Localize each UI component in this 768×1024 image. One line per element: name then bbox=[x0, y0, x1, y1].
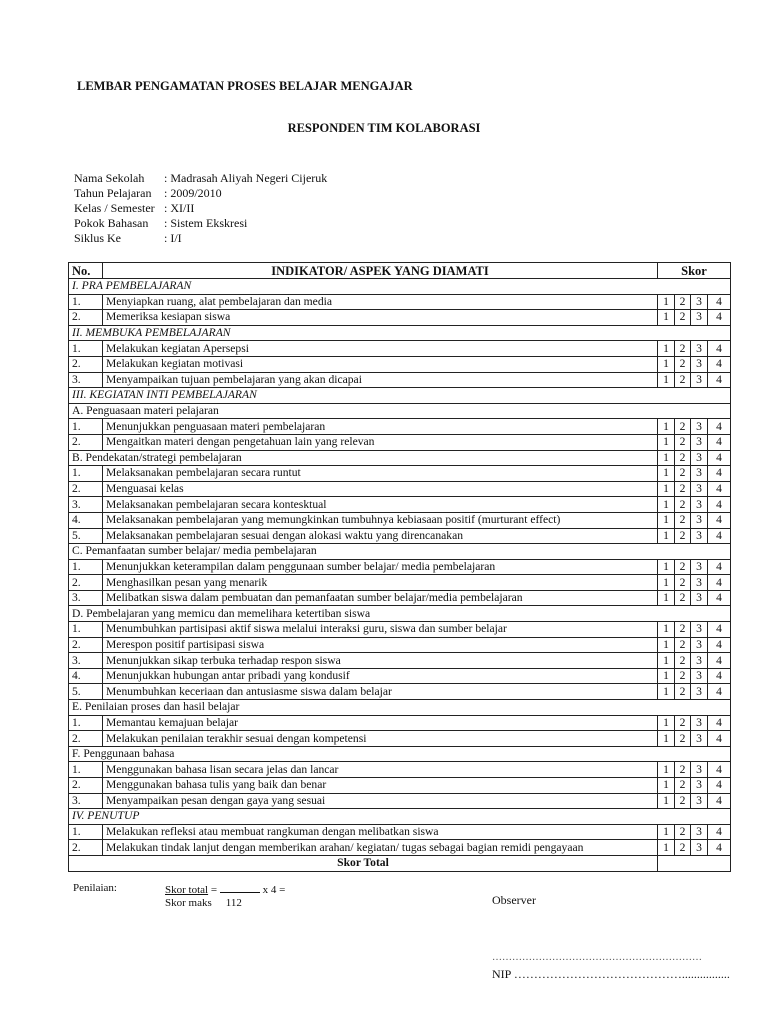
score-option-3[interactable]: 3 bbox=[691, 434, 708, 450]
item-number: 5. bbox=[69, 528, 103, 544]
score-option-2[interactable]: 2 bbox=[675, 622, 691, 638]
header-no: No. bbox=[69, 263, 103, 279]
item-number: 2. bbox=[69, 731, 103, 747]
item-number: 1. bbox=[69, 294, 103, 310]
section-title: III. KEGIATAN INTI PEMBELAJARAN bbox=[69, 388, 731, 404]
item-number: 1. bbox=[69, 466, 103, 482]
item-number: 1. bbox=[69, 559, 103, 575]
score-option-2[interactable]: 2 bbox=[675, 575, 691, 591]
score-option-1[interactable]: 1 bbox=[658, 497, 675, 513]
score-option-3[interactable]: 3 bbox=[691, 778, 708, 794]
table-row bbox=[69, 622, 731, 638]
item-indicator: Menumbuhkan keceriaan dan antusiasme siswa dalam belajar bbox=[103, 684, 658, 700]
score-option-2[interactable]: 2 bbox=[675, 762, 691, 778]
subsection-row bbox=[69, 700, 731, 716]
table-row bbox=[69, 419, 731, 435]
score-option-2[interactable]: 2 bbox=[675, 497, 691, 513]
score-option-4[interactable]: 4 bbox=[708, 840, 731, 856]
score-option-4[interactable]: 4 bbox=[708, 653, 731, 669]
score-option-2[interactable]: 2 bbox=[675, 356, 691, 372]
item-indicator: Melibatkan siswa dalam pembuatan dan pemanfaatan sumber belajar/media pembelajaran bbox=[103, 590, 658, 606]
score-option-4[interactable]: 4 bbox=[708, 559, 731, 575]
score-option-2[interactable]: 2 bbox=[675, 793, 691, 809]
score-option-4[interactable]: 4 bbox=[708, 622, 731, 638]
score-option-3[interactable]: 3 bbox=[691, 684, 708, 700]
assessment-label: Penilaian: bbox=[73, 882, 117, 894]
item-indicator: Melakukan kegiatan Apersepsi bbox=[103, 341, 658, 357]
item-indicator: Menunjukkan sikap terbuka terhadap respon siswa bbox=[103, 653, 658, 669]
score-option-4[interactable]: 4 bbox=[708, 356, 731, 372]
score-option-4[interactable]: 4 bbox=[708, 668, 731, 684]
score-option-2[interactable]: 2 bbox=[675, 840, 691, 856]
total-score-cell[interactable] bbox=[658, 855, 731, 871]
table-row bbox=[69, 294, 731, 310]
score-option-1[interactable]: 1 bbox=[658, 840, 675, 856]
nip-field[interactable]: NIP ……………………………………................ bbox=[492, 967, 730, 981]
document-subtitle: RESPONDEN TIM KOLABORASI bbox=[287, 121, 481, 135]
score-option-3[interactable]: 3 bbox=[691, 341, 708, 357]
item-indicator: Menyiapkan ruang, alat pembelajaran dan media bbox=[103, 294, 658, 310]
score-option-2[interactable]: 2 bbox=[675, 653, 691, 669]
item-number: 4. bbox=[69, 512, 103, 528]
info-year bbox=[74, 186, 222, 201]
item-indicator: Menyampaikan tujuan pembelajaran yang akan dicapai bbox=[103, 372, 658, 388]
subsection-row bbox=[69, 606, 731, 622]
item-number: 3. bbox=[69, 793, 103, 809]
item-number: 2. bbox=[69, 778, 103, 794]
score-option-2[interactable]: 2 bbox=[675, 778, 691, 794]
subsection-title: E. Penilaian proses dan hasil belajar bbox=[69, 700, 731, 716]
table-row bbox=[69, 310, 731, 326]
score-option-3[interactable]: 3 bbox=[691, 497, 708, 513]
item-indicator: Melaksanakan pembelajaran secara kontesktual bbox=[103, 497, 658, 513]
info-label: Kelas / Semester bbox=[74, 201, 155, 215]
score-option-1[interactable]: 1 bbox=[658, 684, 675, 700]
score-option-4[interactable]: 4 bbox=[708, 450, 731, 466]
score-option-4[interactable]: 4 bbox=[708, 637, 731, 653]
subsection-title: D. Pembelajaran yang memicu dan memelihara ketertiban siswa bbox=[69, 606, 731, 622]
score-option-3[interactable]: 3 bbox=[691, 559, 708, 575]
table-row bbox=[69, 778, 731, 794]
score-option-4[interactable]: 4 bbox=[708, 466, 731, 482]
score-option-1[interactable]: 1 bbox=[658, 653, 675, 669]
info-topic bbox=[74, 216, 247, 231]
score-option-1[interactable]: 1 bbox=[658, 778, 675, 794]
item-number: 1. bbox=[69, 715, 103, 731]
subsection-title: F. Penggunaan bahasa bbox=[69, 746, 731, 762]
score-option-1[interactable]: 1 bbox=[658, 590, 675, 606]
item-number: 3. bbox=[69, 497, 103, 513]
section-title: IV. PENUTUP bbox=[69, 809, 731, 825]
score-option-3[interactable]: 3 bbox=[691, 512, 708, 528]
score-option-2[interactable]: 2 bbox=[675, 590, 691, 606]
total-row bbox=[69, 855, 731, 871]
score-option-2[interactable]: 2 bbox=[675, 310, 691, 326]
item-indicator: Menumbuhkan partisipasi aktif siswa melalui interaksi guru, siswa dan sumber belajar bbox=[103, 622, 658, 638]
score-option-4[interactable]: 4 bbox=[708, 793, 731, 809]
item-number: 4. bbox=[69, 668, 103, 684]
section-row bbox=[69, 388, 731, 404]
score-option-3[interactable]: 3 bbox=[691, 575, 708, 591]
table-row bbox=[69, 559, 731, 575]
header-score: Skor bbox=[658, 263, 731, 279]
score-option-2[interactable]: 2 bbox=[675, 668, 691, 684]
item-indicator: Mengaitkan materi dengan pengetahuan lain yang relevan bbox=[103, 434, 658, 450]
info-value: : I/I bbox=[164, 231, 182, 245]
formula-blank[interactable] bbox=[220, 882, 260, 893]
score-option-2[interactable]: 2 bbox=[675, 372, 691, 388]
subsection-title: A. Penguasaan materi pelajaran bbox=[69, 403, 731, 419]
score-option-1[interactable]: 1 bbox=[658, 466, 675, 482]
score-option-3[interactable]: 3 bbox=[691, 450, 708, 466]
table-row bbox=[69, 793, 731, 809]
item-number: 1. bbox=[69, 419, 103, 435]
score-option-1[interactable]: 1 bbox=[658, 450, 675, 466]
score-option-3[interactable]: 3 bbox=[691, 622, 708, 638]
score-option-1[interactable]: 1 bbox=[658, 668, 675, 684]
table-row bbox=[69, 372, 731, 388]
document-title: LEMBAR PENGAMATAN PROSES BELAJAR MENGAJAR bbox=[77, 79, 413, 93]
info-label: Siklus Ke bbox=[74, 231, 122, 245]
score-option-1[interactable]: 1 bbox=[658, 559, 675, 575]
item-indicator: Menunjukkan penguasaan materi pembelajaran bbox=[103, 419, 658, 435]
table-row bbox=[69, 466, 731, 482]
table-row bbox=[69, 824, 731, 840]
observer-label: Observer bbox=[492, 893, 536, 907]
item-indicator: Melaksanakan pembelajaran sesuai dengan alokasi waktu yang direncanakan bbox=[103, 528, 658, 544]
item-indicator: Melakukan refleksi atau membuat rangkuman dengan melibatkan siswa bbox=[103, 824, 658, 840]
score-option-3[interactable]: 3 bbox=[691, 310, 708, 326]
score-option-4[interactable]: 4 bbox=[708, 310, 731, 326]
item-indicator: Menyampaikan pesan dengan gaya yang sesuai bbox=[103, 793, 658, 809]
score-option-2[interactable]: 2 bbox=[675, 528, 691, 544]
score-option-2[interactable]: 2 bbox=[675, 715, 691, 731]
table-row bbox=[69, 715, 731, 731]
formula-equals: = bbox=[208, 884, 220, 896]
item-number: 2. bbox=[69, 840, 103, 856]
score-option-3[interactable]: 3 bbox=[691, 528, 708, 544]
score-option-1[interactable]: 1 bbox=[658, 481, 675, 497]
table-header-row bbox=[69, 263, 731, 279]
section-row bbox=[69, 809, 731, 825]
formula-numerator: Skor total bbox=[165, 884, 209, 896]
item-number: 1. bbox=[69, 341, 103, 357]
score-option-4[interactable]: 4 bbox=[708, 372, 731, 388]
info-class bbox=[74, 201, 194, 216]
score-option-4[interactable]: 4 bbox=[708, 528, 731, 544]
item-indicator: Menunjukkan hubungan antar pribadi yang kondusif bbox=[103, 668, 658, 684]
score-option-1[interactable]: 1 bbox=[658, 731, 675, 747]
item-indicator: Memeriksa kesiapan siswa bbox=[103, 310, 658, 326]
formula-denominator: Skor maks bbox=[165, 897, 212, 909]
score-option-1[interactable]: 1 bbox=[658, 356, 675, 372]
item-indicator: Menguasai kelas bbox=[103, 481, 658, 497]
item-number: 3. bbox=[69, 372, 103, 388]
item-number: 1. bbox=[69, 824, 103, 840]
score-option-3[interactable]: 3 bbox=[691, 590, 708, 606]
info-value: : Madrasah Aliyah Negeri Cijeruk bbox=[164, 171, 328, 185]
score-option-3[interactable]: 3 bbox=[691, 668, 708, 684]
item-indicator: Melakukan kegiatan motivasi bbox=[103, 356, 658, 372]
item-indicator: Menghasilkan pesan yang menarik bbox=[103, 575, 658, 591]
score-option-3[interactable]: 3 bbox=[691, 466, 708, 482]
score-option-3[interactable]: 3 bbox=[691, 637, 708, 653]
info-cycle bbox=[74, 231, 182, 246]
score-option-1[interactable]: 1 bbox=[658, 637, 675, 653]
score-option-4[interactable]: 4 bbox=[708, 731, 731, 747]
table-row bbox=[69, 653, 731, 669]
score-option-2[interactable]: 2 bbox=[675, 684, 691, 700]
score-option-1[interactable]: 1 bbox=[658, 528, 675, 544]
item-indicator: Menggunakan bahasa lisan secara jelas dan lancar bbox=[103, 762, 658, 778]
item-number: 3. bbox=[69, 653, 103, 669]
table-row bbox=[69, 590, 731, 606]
info-value: : XI/II bbox=[164, 201, 195, 215]
info-label: Nama Sekolah bbox=[74, 171, 145, 185]
table-row bbox=[69, 341, 731, 357]
table-row bbox=[69, 481, 731, 497]
score-option-3[interactable]: 3 bbox=[691, 840, 708, 856]
table-row bbox=[69, 668, 731, 684]
table-row bbox=[69, 512, 731, 528]
table-row bbox=[69, 731, 731, 747]
item-number: 1. bbox=[69, 762, 103, 778]
formula-max-score: 112 bbox=[225, 897, 242, 909]
table-row bbox=[69, 637, 731, 653]
total-label: Skor Total bbox=[69, 855, 658, 871]
score-option-4[interactable]: 4 bbox=[708, 575, 731, 591]
score-option-3[interactable]: 3 bbox=[691, 653, 708, 669]
score-option-4[interactable]: 4 bbox=[708, 512, 731, 528]
score-option-4[interactable]: 4 bbox=[708, 341, 731, 357]
score-option-1[interactable]: 1 bbox=[658, 294, 675, 310]
section-row bbox=[69, 325, 731, 341]
subsection-row bbox=[69, 746, 731, 762]
item-number: 2. bbox=[69, 356, 103, 372]
observation-table bbox=[68, 262, 731, 872]
item-indicator: Melaksanakan pembelajaran secara runtut bbox=[103, 466, 658, 482]
table-row bbox=[69, 356, 731, 372]
score-option-4[interactable]: 4 bbox=[708, 590, 731, 606]
info-value: : 2009/2010 bbox=[164, 186, 222, 200]
signature-line[interactable]: ……………………………………………………… bbox=[492, 952, 702, 963]
score-option-1[interactable]: 1 bbox=[658, 512, 675, 528]
item-indicator: Melakukan penilaian terakhir sesuai dengan kompetensi bbox=[103, 731, 658, 747]
score-option-4[interactable]: 4 bbox=[708, 434, 731, 450]
table-row bbox=[69, 840, 731, 856]
score-option-3[interactable]: 3 bbox=[691, 294, 708, 310]
score-option-2[interactable]: 2 bbox=[675, 824, 691, 840]
score-formula bbox=[165, 882, 285, 910]
score-option-2[interactable]: 2 bbox=[675, 450, 691, 466]
subsection-row bbox=[69, 403, 731, 419]
score-option-3[interactable]: 3 bbox=[691, 372, 708, 388]
score-option-2[interactable]: 2 bbox=[675, 637, 691, 653]
score-option-1[interactable]: 1 bbox=[658, 824, 675, 840]
subsection-row bbox=[69, 450, 731, 466]
subsection-title: C. Pemanfaatan sumber belajar/ media pembelajaran bbox=[69, 544, 731, 560]
table-body bbox=[69, 279, 731, 872]
table-row bbox=[69, 497, 731, 513]
score-option-3[interactable]: 3 bbox=[691, 824, 708, 840]
score-option-3[interactable]: 3 bbox=[691, 762, 708, 778]
score-option-2[interactable]: 2 bbox=[675, 481, 691, 497]
score-option-3[interactable]: 3 bbox=[691, 793, 708, 809]
table-row bbox=[69, 762, 731, 778]
item-number: 5. bbox=[69, 684, 103, 700]
score-option-4[interactable]: 4 bbox=[708, 294, 731, 310]
item-indicator: Menggunakan bahasa tulis yang baik dan benar bbox=[103, 778, 658, 794]
score-option-4[interactable]: 4 bbox=[708, 481, 731, 497]
item-indicator: Memantau kemajuan belajar bbox=[103, 715, 658, 731]
section-title: II. MEMBUKA PEMBELAJARAN bbox=[69, 325, 731, 341]
score-option-2[interactable]: 2 bbox=[675, 512, 691, 528]
info-label: Tahun Pelajaran bbox=[74, 186, 152, 200]
info-value: : Sistem Ekskresi bbox=[164, 216, 248, 230]
item-number: 2. bbox=[69, 637, 103, 653]
item-indicator: Melaksanakan pembelajaran yang memungkinkan tumbuhnya kebiasaan positif (murturant effect) bbox=[103, 512, 658, 528]
section-title: I. PRA PEMBELAJARAN bbox=[69, 279, 731, 295]
score-option-2[interactable]: 2 bbox=[675, 434, 691, 450]
score-option-4[interactable]: 4 bbox=[708, 419, 731, 435]
score-option-3[interactable]: 3 bbox=[691, 356, 708, 372]
score-option-3[interactable]: 3 bbox=[691, 481, 708, 497]
score-option-1[interactable]: 1 bbox=[658, 762, 675, 778]
subsection-row bbox=[69, 544, 731, 560]
score-option-1[interactable]: 1 bbox=[658, 434, 675, 450]
score-option-3[interactable]: 3 bbox=[691, 715, 708, 731]
info-label: Pokok Bahasan bbox=[74, 216, 149, 230]
item-number: 2. bbox=[69, 575, 103, 591]
table-row bbox=[69, 684, 731, 700]
score-option-2[interactable]: 2 bbox=[675, 341, 691, 357]
score-option-3[interactable]: 3 bbox=[691, 731, 708, 747]
score-option-2[interactable]: 2 bbox=[675, 559, 691, 575]
item-number: 1. bbox=[69, 622, 103, 638]
item-number: 2. bbox=[69, 310, 103, 326]
score-option-4[interactable]: 4 bbox=[708, 497, 731, 513]
subsection-title: B. Pendekatan/strategi pembelajaran bbox=[69, 450, 658, 466]
score-option-4[interactable]: 4 bbox=[708, 778, 731, 794]
header-indicator: INDIKATOR/ ASPEK YANG DIAMATI bbox=[103, 263, 658, 279]
item-number: 3. bbox=[69, 590, 103, 606]
item-indicator: Menunjukkan keterampilan dalam penggunaan sumber belajar/ media pembelajaran bbox=[103, 559, 658, 575]
score-option-1[interactable]: 1 bbox=[658, 575, 675, 591]
formula-multiplier: x 4 = bbox=[259, 884, 286, 896]
score-option-1[interactable]: 1 bbox=[658, 310, 675, 326]
score-option-1[interactable]: 1 bbox=[658, 372, 675, 388]
score-option-1[interactable]: 1 bbox=[658, 793, 675, 809]
score-option-4[interactable]: 4 bbox=[708, 824, 731, 840]
score-option-1[interactable]: 1 bbox=[658, 715, 675, 731]
score-option-2[interactable]: 2 bbox=[675, 731, 691, 747]
score-option-2[interactable]: 2 bbox=[675, 466, 691, 482]
item-number: 2. bbox=[69, 481, 103, 497]
item-number: 2. bbox=[69, 434, 103, 450]
score-option-1[interactable]: 1 bbox=[658, 622, 675, 638]
score-option-1[interactable]: 1 bbox=[658, 341, 675, 357]
score-option-4[interactable]: 4 bbox=[708, 715, 731, 731]
section-row bbox=[69, 279, 731, 295]
item-indicator: Melakukan tindak lanjut dengan memberikan arahan/ kegiatan/ tugas sebagai bagian remidi pengayaan bbox=[103, 840, 658, 856]
info-school bbox=[74, 171, 327, 186]
score-option-4[interactable]: 4 bbox=[708, 762, 731, 778]
table-row bbox=[69, 434, 731, 450]
table-row bbox=[69, 528, 731, 544]
score-option-4[interactable]: 4 bbox=[708, 684, 731, 700]
score-option-3[interactable]: 3 bbox=[691, 419, 708, 435]
score-option-1[interactable]: 1 bbox=[658, 419, 675, 435]
score-option-2[interactable]: 2 bbox=[675, 419, 691, 435]
score-option-2[interactable]: 2 bbox=[675, 294, 691, 310]
table-row bbox=[69, 575, 731, 591]
item-indicator: Merespon positif partisipasi siswa bbox=[103, 637, 658, 653]
